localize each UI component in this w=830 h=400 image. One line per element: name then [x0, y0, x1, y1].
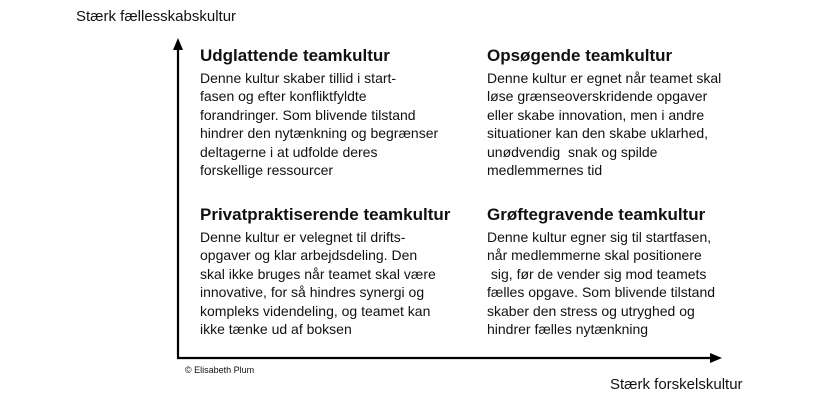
description-line: ikke tænke ud af boksen [200, 321, 352, 338]
description-line: Denne kultur er velegnet til drifts- [200, 229, 406, 245]
quadrant-top-left [200, 45, 490, 179]
description-line: hindrer fælles nytænkning [487, 321, 649, 338]
x-axis-label: Stærk forskelskultur [610, 376, 743, 393]
quadrant-top-right [487, 45, 777, 179]
copyright-notice: © Elisabeth Plum [185, 365, 255, 375]
description-line: Denne kultur egner sig til startfasen, [487, 229, 712, 245]
description-line: opgaver og klar arbejdsdeling. Den [200, 247, 418, 264]
description-line: eller skabe innovation, men i andre [487, 106, 705, 123]
description-line: deltagerne i at udfolde deres [200, 143, 378, 160]
quadrant-description [487, 69, 777, 179]
y-axis-arrowhead [173, 38, 183, 50]
description-line: forskellige ressourcer [200, 162, 334, 179]
description-line: skal ikke bruges når teamet skal være [200, 265, 436, 282]
description-line: innovative, for så hindres synergi og [200, 284, 425, 301]
quadrant-title: Grøftegravende teamkultur [487, 205, 706, 224]
quadrant-bottom-left [200, 204, 485, 338]
description-line: forandringer. Som blivende tilstand [200, 106, 416, 123]
description-line: fælles opgave. Som blivende tilstand [487, 284, 716, 301]
y-axis-label: Stærk fællesskabskultur [76, 8, 237, 25]
quadrant-bottom-right [487, 204, 777, 338]
x-axis-arrowhead [710, 353, 722, 363]
description-line: situationer kan den skabe uklarhed, [487, 125, 709, 142]
description-line: fasen og efter konfliktfyldte [200, 88, 367, 105]
description-line: hindrer den nytænkning og begrænser [200, 125, 439, 142]
description-line: når medlemmerne skal positionere [487, 247, 702, 264]
quadrant-title: Opsøgende teamkultur [487, 46, 673, 65]
description-line: kompleks videndeling, og teamet kan [200, 302, 431, 319]
description-line: Denne kultur er egnet når teamet skal [487, 70, 722, 86]
quadrant-title: Udglattende teamkultur [200, 46, 390, 65]
quadrant-description [487, 228, 777, 338]
description-line: sig, før de vender sig mod teamets [487, 265, 707, 282]
quadrant-description [200, 69, 490, 179]
description-line: Denne kultur skaber tillid i start- [200, 70, 397, 86]
quadrant-description [200, 228, 485, 338]
description-line: skaber den stress og utryghed og [487, 302, 695, 319]
quadrant-title: Privatpraktiserende teamkultur [200, 205, 451, 224]
description-line: medlemmernes tid [487, 162, 603, 179]
description-line: unødvendig snak og spilde [487, 143, 658, 160]
description-line: løse grænseoverskridende opgaver [487, 88, 708, 105]
